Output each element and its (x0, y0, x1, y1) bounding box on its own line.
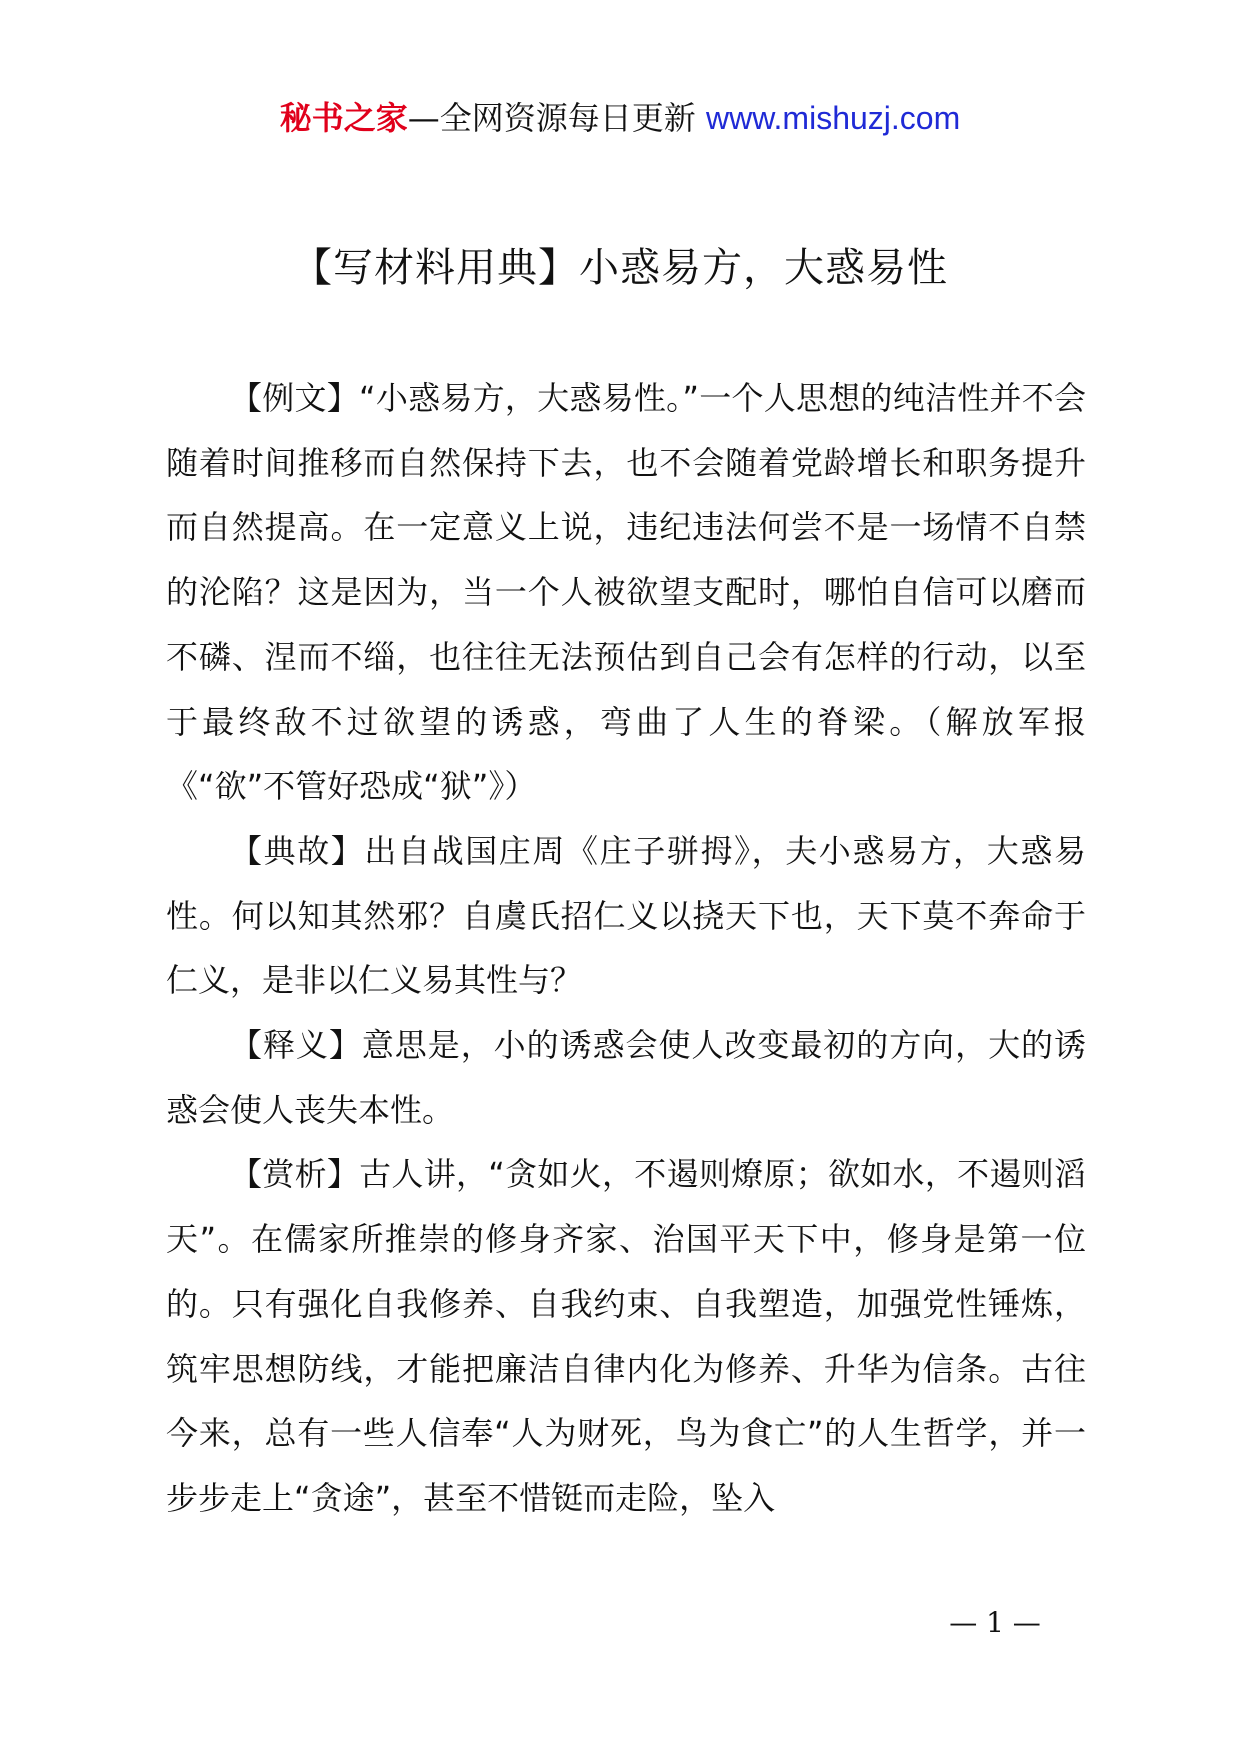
site-url: www.mishuzj.com (705, 100, 961, 136)
document-title: 【写材料用典】小惑易方，大惑易性 (292, 245, 948, 291)
site-header (0, 98, 1240, 138)
document-body (166, 366, 1086, 1531)
paragraph-analysis: 【赏析】古人讲，“贪如火，不遏则燎原；欲如水，不遏则滔天”。在儒家所推崇的修身齐家、治国平天下中，修身是第一位的。只有强化自我修养、自我约束、自我塑造，加强党性锤炼，筑牢思想防线，才能把廉洁自律内化为修养、升华为信条。古往今来，总有一些人信奉“人为财死，鸟为食亡”的人生哲学，并一步步走上“贪途”，甚至不惜铤而走险，坠入 (166, 1155, 1086, 1517)
paragraph-example: 【例文】“小惑易方，大惑易性。”一个人思想的纯洁性并不会随着时间推移而自然保持下去，也不会随着党龄增长和职务提升而自然提高。在一定意义上说，违纪违法何尝不是一场情不自禁的沦陷？这是因为，当一个人被欲望支配时，哪怕自信可以磨而不磷、涅而不缁，也往往无法预估到自己会有怎样的行动，以至于最终敌不过欲望的诱惑，弯曲了人生的脊梁。（解放军报《“欲”不管好恐成“狱”》） (166, 379, 1086, 806)
site-tagline: —全网资源每日更新 (407, 99, 706, 137)
paragraph-meaning: 【释义】意思是，小的诱惑会使人改变最初的方向，大的诱惑会使人丧失本性。 (166, 1026, 1086, 1129)
paragraph-origin: 【典故】出自战国庄周《庄子骈拇》，夫小惑易方，大惑易性。何以知其然邪？自虞氏招仁义以挠天下也，天下莫不奔命于仁义，是非以仁义易其性与？ (166, 831, 1086, 1000)
site-brand: 秘书之家 (279, 99, 408, 137)
page-number: — 1 — (949, 1606, 1041, 1639)
